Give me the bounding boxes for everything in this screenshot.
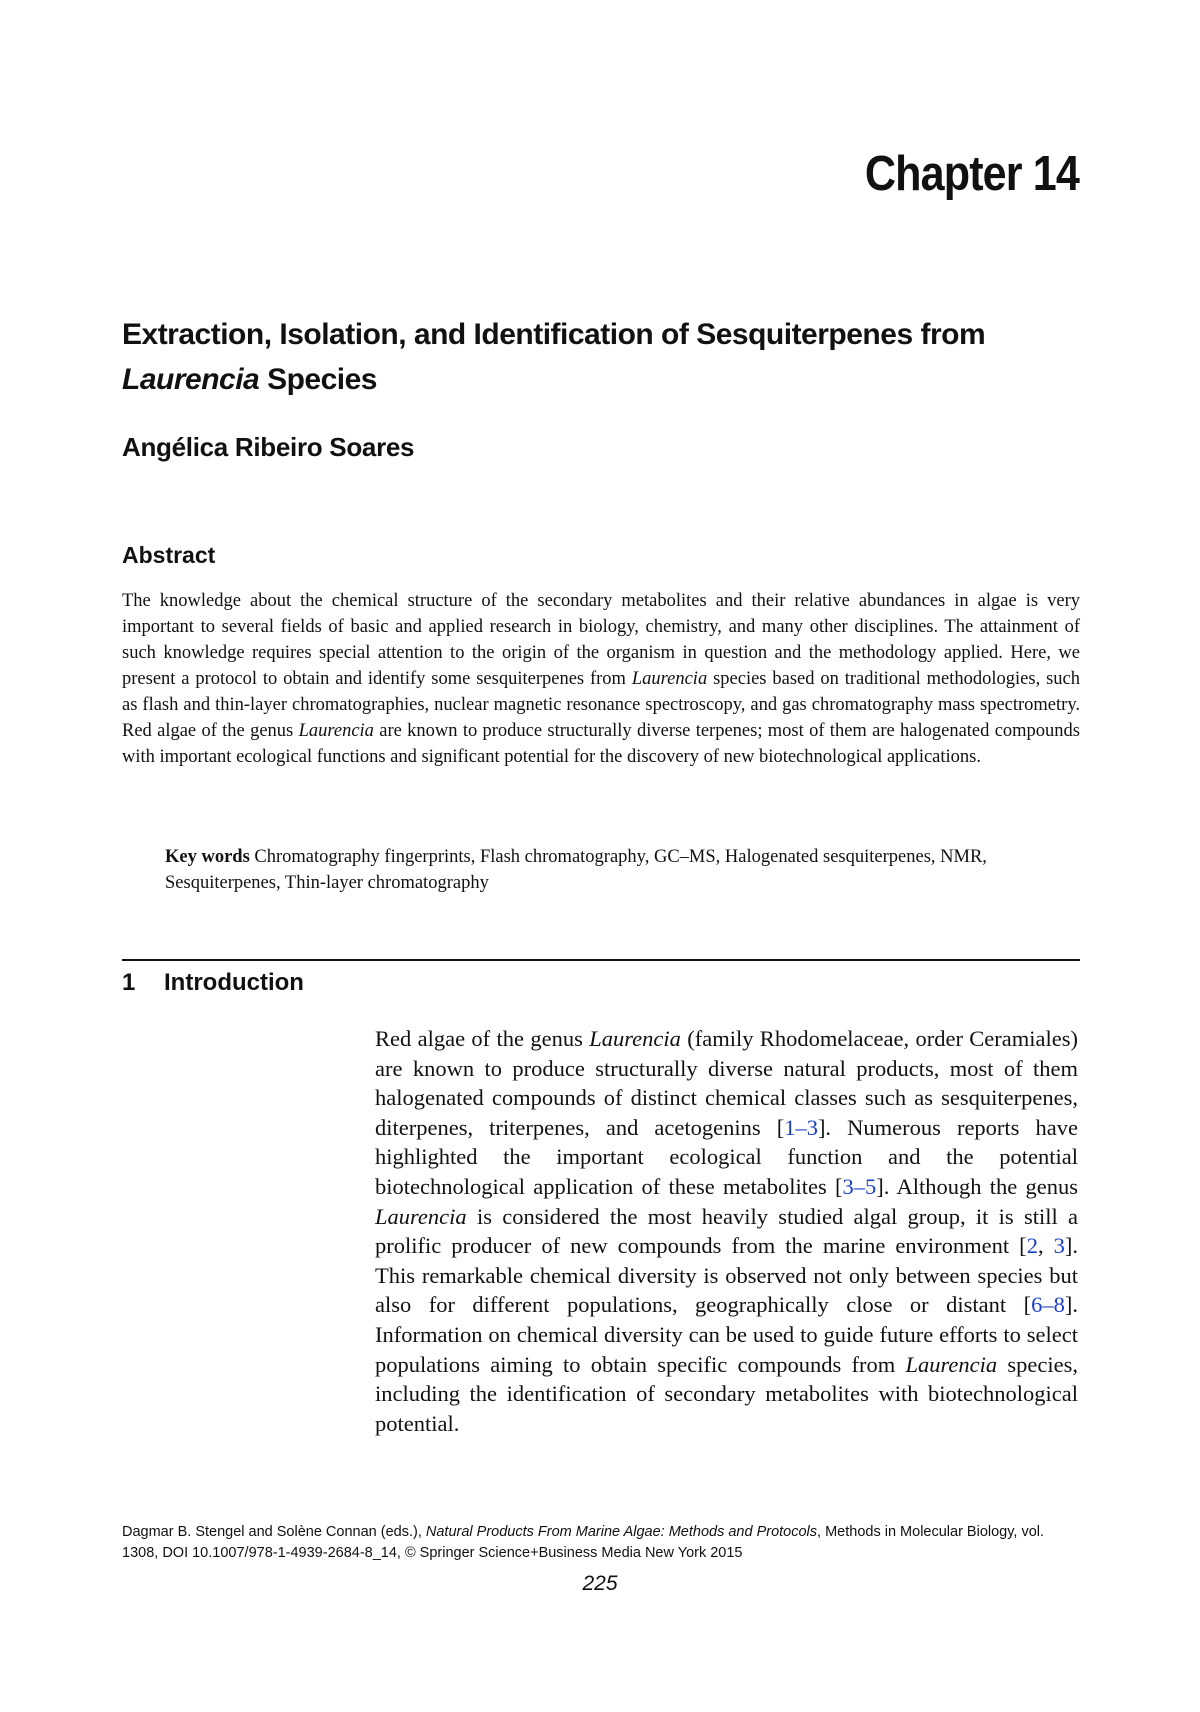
reference-link-3-5[interactable]: 3–5 <box>842 1173 877 1199</box>
keywords-text: Chromatography fingerprints, Flash chromatography, GC–MS, Halogenated sesquiterpenes, NMR, Sesquiterpenes, Thin-layer chromatography <box>165 847 987 893</box>
introduction-paragraph <box>375 1024 1078 1438</box>
intro-genus: Laurencia <box>905 1351 998 1377</box>
abstract-genus-2: Laurencia <box>298 721 374 741</box>
intro-text: species, including the identification of secondary metabolites with biotechnological potential. <box>375 1351 1078 1436</box>
footer-book-title: Natural Products From Marine Algae: Methods and Protocols <box>425 1524 818 1540</box>
keywords-label: Key words <box>165 847 250 867</box>
reference-link-6-8[interactable]: 6–8 <box>1031 1292 1065 1318</box>
abstract-genus-1: Laurencia <box>631 669 708 689</box>
abstract-heading: Abstract <box>122 542 216 568</box>
page-number: 225 <box>582 1572 618 1595</box>
abstract-text-3: are known to produce structurally diverse terpenes; most of them are halogenated compounds with important ecological functions and significant potential for the discovery of new biotechnological applications. <box>122 721 1080 767</box>
chapter-title <box>122 312 1082 402</box>
intro-genus: Laurencia <box>589 1026 681 1051</box>
intro-text: ]. Information on chemical diversity can be used to guide future efforts to select populations aiming to obtain specific compounds from <box>375 1292 1078 1377</box>
reference-link-1-3[interactable]: 1–3 <box>784 1114 818 1140</box>
abstract-body <box>122 588 1080 770</box>
citation-footer <box>122 1522 1082 1564</box>
intro-text: , <box>1037 1233 1054 1259</box>
intro-text: Red algae of the genus <box>375 1026 590 1051</box>
title-genus: Laurencia <box>122 363 260 396</box>
intro-text: ]. This remarkable chemical diversity is observed not only between species but also for different populations, geographically close or distant [ <box>375 1233 1079 1318</box>
reference-link-2[interactable]: 2 <box>1026 1233 1038 1259</box>
abstract-text-2: species based on traditional methodologies, such as flash and thin-layer chromatographies, nuclear magnetic resonance spectroscopy, and gas chromatography mass spectrometry. Red algae of the genus <box>122 669 1080 741</box>
intro-text: ]. Although the genus <box>876 1173 1078 1199</box>
footer-rest: , Methods in Molecular Biology, vol. 1308, DOI 10.1007/978-1-4939-2684-8_14, © Springer Science+Business Media New York 2015 <box>122 1524 1045 1561</box>
chapter-label: Chapter 14 <box>864 147 1079 201</box>
footer-editors: Dagmar B. Stengel and Solène Connan (eds.), <box>122 1524 426 1540</box>
keywords <box>165 844 1080 896</box>
abstract-text-1: The knowledge about the chemical structure of the secondary metabolites and their relative abundances in algae is very important to several fields of basic and applied research in biology, chemistry, and many other disciplines. The attainment of such knowledge requires special attention to the origin of the organism in question and the methodology applied. Here, we present a protocol to obtain and identify some sesquiterpenes from <box>122 591 1080 689</box>
intro-text: ]. Numerous reports have highlighted the important ecological function and the potential biotechnological application of these metabolites [ <box>375 1114 1078 1199</box>
reference-link-3[interactable]: 3 <box>1053 1233 1065 1259</box>
section-number: 1 <box>122 969 136 996</box>
intro-genus: Laurencia <box>375 1203 467 1229</box>
intro-text: is considered the most heavily studied algal group, it is still a prolific producer of new compounds from the marine environment [ <box>375 1203 1078 1259</box>
title-text-2: Species <box>259 363 377 396</box>
section-title: Introduction <box>164 969 304 996</box>
section-divider <box>122 959 1080 961</box>
author-name: Angélica Ribeiro Soares <box>122 432 415 462</box>
title-text-1: Extraction, Isolation, and Identification of Sesquiterpenes from <box>122 318 986 351</box>
section-heading <box>122 969 304 997</box>
intro-text: (family Rhodomelaceae, order Ceramiales) are known to produce structurally diverse natural products, most of them halogenated compounds of distinct chemical classes such as sesquiterpenes, diterpenes, triterpenes, and acetogenins [ <box>375 1026 1078 1140</box>
